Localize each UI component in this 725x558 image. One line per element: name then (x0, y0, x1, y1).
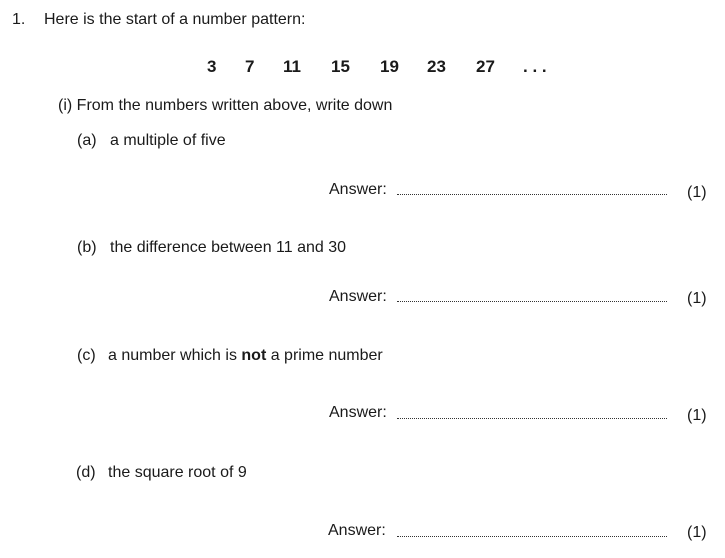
subpart-d-answer-label: Answer: (328, 522, 386, 539)
subpart-a-marks: (1) (687, 184, 707, 201)
subpart-a-answer-line[interactable] (397, 194, 667, 195)
subpart-d-text: the square root of 9 (108, 464, 247, 481)
part-instruction (58, 97, 392, 115)
subpart-c-emphasis: not (241, 347, 267, 364)
subpart-d-answer-line[interactable] (397, 536, 667, 537)
subpart-c-marks: (1) (687, 407, 707, 424)
subpart-b-answer-line[interactable] (397, 301, 667, 302)
subpart-d-marks: (1) (687, 524, 707, 541)
sequence-ellipsis: . . . (523, 57, 547, 76)
subpart-b-answer-label: Answer: (329, 288, 387, 305)
subpart-a-text: a multiple of five (110, 132, 226, 149)
sequence-term: 19 (380, 57, 399, 76)
subpart-c-label: (c) (77, 347, 96, 364)
subpart-c-text-after: a prime number (266, 347, 383, 364)
sequence-term: 11 (283, 57, 301, 76)
subpart-b-label: (b) (77, 239, 97, 256)
sequence-term: 3 (207, 57, 217, 76)
question-number: 1. (12, 11, 26, 28)
part-instruction-text: From the numbers written above, write down (76, 97, 393, 114)
subpart-c-answer-line[interactable] (397, 418, 667, 419)
part-label: (i) (58, 97, 73, 114)
subpart-d-label: (d) (76, 464, 96, 481)
subpart-b-text: the difference between 11 and 30 (110, 239, 347, 256)
subpart-c-answer-label: Answer: (329, 404, 387, 421)
question-intro: Here is the start of a number pattern: (44, 11, 306, 28)
subpart-a-label: (a) (77, 132, 97, 149)
sequence-term: 23 (427, 57, 446, 76)
sequence-term: 15 (331, 57, 350, 76)
sequence-term: 7 (245, 57, 255, 76)
subpart-b-marks: (1) (687, 290, 707, 307)
sequence-term: 27 (476, 57, 495, 76)
subpart-c-text-before: a number which is (108, 347, 242, 364)
subpart-c-text (108, 347, 383, 365)
subpart-a-answer-label: Answer: (329, 181, 387, 198)
